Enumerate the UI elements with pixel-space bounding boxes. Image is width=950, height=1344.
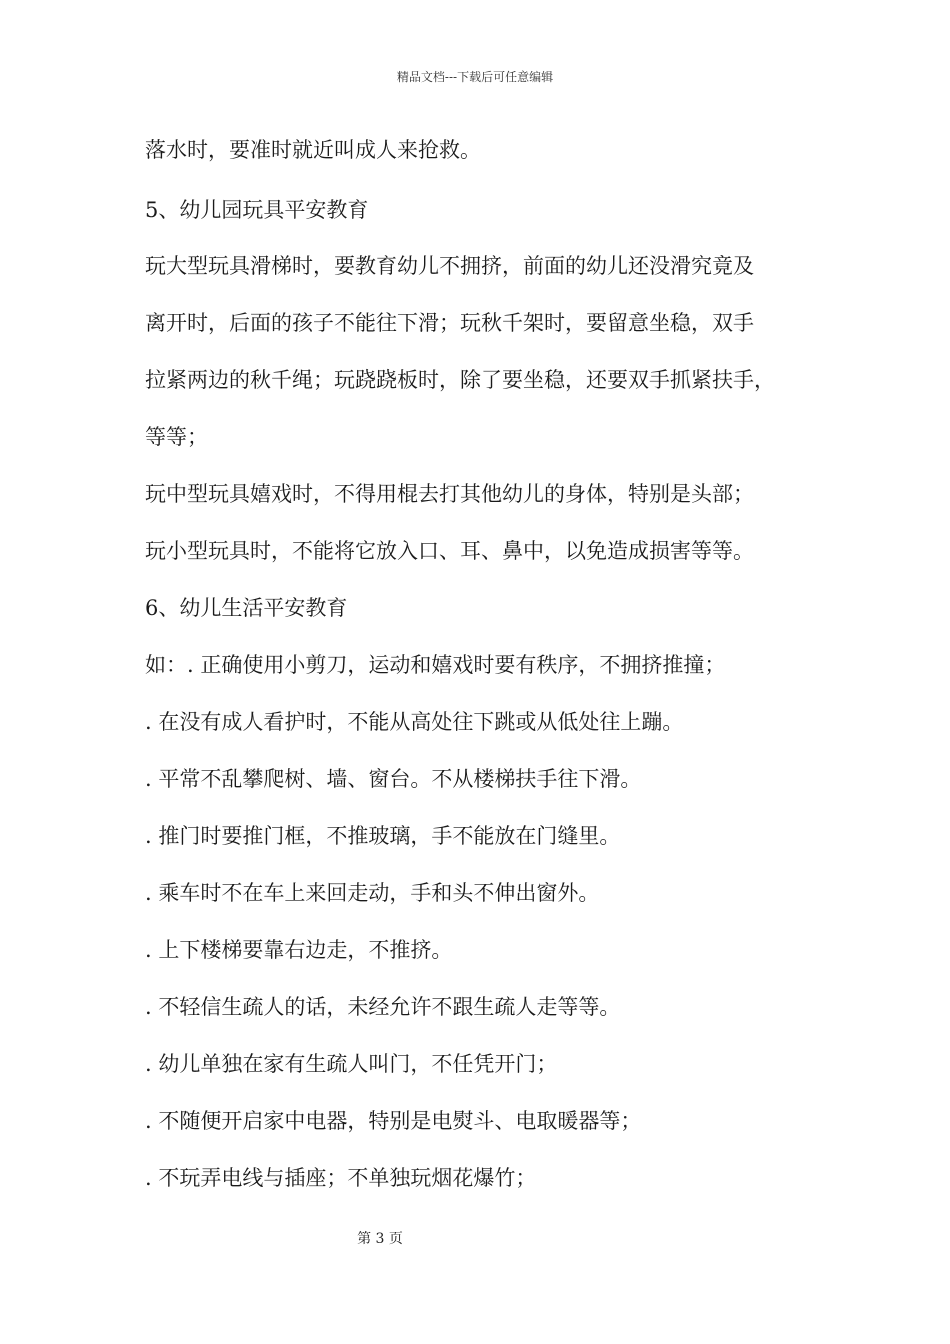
paragraph-line: 玩小型玩具时，不能将它放入口、耳、鼻中，以免造成损害等等。 (145, 539, 754, 563)
paragraph-line: 离开时，后面的孩子不能往下滑；玩秋千架时，要留意坐稳，双手 (145, 311, 754, 335)
page-number: 第 3 页 (357, 1231, 403, 1247)
list-item: . 在没有成人看护时，不能从高处往下跳或从低处往上蹦。 (145, 710, 684, 734)
list-item: . 上下楼梯要靠右边走，不推挤。 (145, 938, 453, 962)
list-item: 如：. 正确使用小剪刀，运动和嬉戏时要有秩序，不拥挤推撞； (145, 653, 726, 677)
section-heading: 6、幼儿生活平安教育 (145, 596, 348, 620)
page-header: 精品文档---下载后可任意编辑 (396, 70, 554, 84)
list-item: . 不轻信生疏人的话，未经允许不跟生疏人走等等。 (145, 995, 621, 1019)
list-item: . 乘车时不在车上来回走动，手和头不伸出窗外。 (145, 881, 600, 905)
paragraph-line: 落水时，要准时就近叫成人来抢救。 (145, 138, 481, 162)
paragraph-line: 玩大型玩具滑梯时，要教育幼儿不拥挤，前面的幼儿还没滑究竟及 (145, 254, 754, 278)
list-item: . 不玩弄电线与插座；不单独玩烟花爆竹； (145, 1166, 537, 1190)
section-heading: 5、幼儿园玩具平安教育 (145, 198, 369, 222)
list-item: . 幼儿单独在家有生疏人叫门，不任凭开门； (145, 1052, 558, 1076)
paragraph-line: 拉紧两边的秋千绳；玩跷跷板时，除了要坐稳，还要双手抓紧扶手， (145, 368, 775, 392)
list-item: . 不随便开启家中电器，特别是电熨斗、电取暖器等； (145, 1109, 642, 1133)
list-item: . 平常不乱攀爬树、墙、窗台。不从楼梯扶手往下滑。 (145, 767, 642, 791)
list-item: . 推门时要推门框，不推玻璃，手不能放在门缝里。 (145, 824, 621, 848)
paragraph-line: 等等； (145, 425, 208, 449)
paragraph-line: 玩中型玩具嬉戏时，不得用棍去打其他幼儿的身体，特别是头部； (145, 482, 754, 506)
